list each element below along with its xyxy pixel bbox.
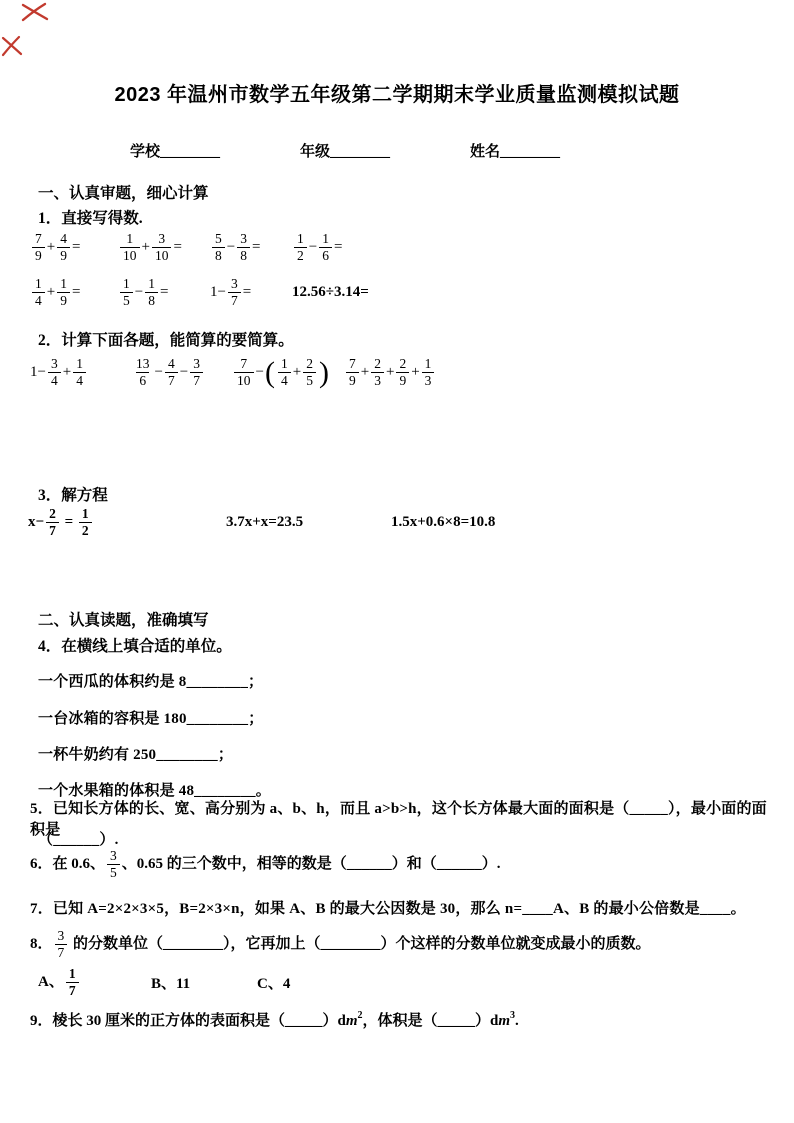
q1-row-1 bbox=[30, 231, 530, 264]
question-5-line-2: （______）. bbox=[38, 832, 119, 848]
question-7: 7．已知 A=2×2×3×5，B=2×3×n，如果 A、B 的最大公因数是 30，那么 n=____A、B 的最小公倍数是____。 bbox=[30, 901, 746, 917]
q1-expr-7: 1− $\frac{3}{7}$ = bbox=[210, 276, 252, 308]
q1-expr-2: 1 10 + $\frac{3}{10}$ = bbox=[118, 231, 210, 264]
q8-options-row bbox=[38, 966, 290, 999]
question-1-label: 1．直接写得数. bbox=[38, 210, 143, 227]
q3-equation-2: 3.7x+x=23.5 bbox=[226, 514, 304, 531]
name-field: 姓名________ bbox=[470, 144, 561, 160]
q8-option-b: B、11 bbox=[151, 975, 191, 992]
section-1-heading: 一、认真审题，细心计算 bbox=[38, 185, 209, 202]
grade-field: 年级________ bbox=[300, 144, 391, 160]
q1-row-2 bbox=[30, 276, 530, 309]
page-title: 2023 年温州市数学五年级第二学期期末学业质量监测模拟试题 bbox=[114, 84, 680, 106]
student-info-row bbox=[130, 140, 560, 161]
q1-expr-4: 1 2 − $\frac{1}{6}$ = bbox=[292, 231, 530, 264]
question-9: 9．棱长 30 厘米的正方体的表面积是（_____）d m $^2$ ，体积是（_____）d m $^3$ . bbox=[30, 1010, 519, 1029]
q2-expr-1: 1− $\frac{3}{4}$ + $\frac{1}{4}$ bbox=[30, 356, 131, 389]
q2-expr-3: 7 10 − ( 1 4 + $\frac{2}{5}$ ) bbox=[232, 356, 344, 389]
question-6: 6．在 0.6、 3 5 、0.65 的三个数中，相等的数是（______）和（______）. bbox=[30, 848, 501, 880]
q1-expr-6: 1 5 − $\frac{1}{8}$ = bbox=[118, 276, 210, 309]
q2-row bbox=[30, 356, 590, 389]
q8-option-c: C、4 bbox=[257, 975, 291, 992]
q1-expr-8: 12.56÷3.14= bbox=[292, 284, 369, 301]
q4-line-4: 一个水果箱的体积是 48________。 bbox=[38, 783, 271, 799]
q2-expr-2: 13 6 − $\frac{4}{7}$ − $\frac{3}{7}$ bbox=[131, 356, 232, 389]
q2-expr-4: 7 9 + $\frac{2}{3}$ + $\frac{2}{9}$ + $\frac{1}{3}$ bbox=[344, 356, 590, 389]
q4-line-2: 一台冰箱的容积是 180________； bbox=[38, 711, 264, 727]
q4-line-3: 一杯牛奶约有 250________； bbox=[38, 747, 234, 763]
red-pen-mark-icon bbox=[20, 2, 50, 22]
red-pen-mark-icon bbox=[1, 35, 23, 57]
question-3-label: 3．解方程 bbox=[38, 487, 108, 504]
q1-expr-5: 1 4 + $\frac{1}{9}$ = bbox=[30, 276, 118, 309]
q1-expr-1: 7 9 + $\frac{4}{9}$ = bbox=[30, 231, 118, 264]
section-2-heading: 二、认真读题，准确填写 bbox=[38, 612, 209, 629]
school-field: 学校________ bbox=[130, 144, 221, 160]
q3-equation-1: x− $\frac{2}{7}$ = $\frac{1}{2}$ bbox=[28, 506, 226, 539]
q3-row bbox=[28, 506, 668, 539]
question-5-line-1: 5．已知长方体的长、宽、高分别为 a、b、h，而且 a>b>h，这个长方体最大面的面积是（_____），最小面的面积是 bbox=[30, 801, 767, 838]
q1-expr-3: 5 8 − $\frac{3}{8}$ = bbox=[210, 231, 292, 264]
q8-option-a: A、 1 7 bbox=[38, 966, 151, 999]
question-8: 8． 3 7 的分数单位（________），它再加上（________）个这样的分数单位就变成最小的质数。 bbox=[30, 928, 651, 960]
question-4-label: 4．在横线上填合适的单位。 bbox=[38, 638, 232, 655]
q4-line-1: 一个西瓜的体积约是 8________； bbox=[38, 674, 264, 690]
question-2-label: 2．计算下面各题，能简算的要简算。 bbox=[38, 332, 294, 349]
q3-equation-3: 1.5x+0.6×8=10.8 bbox=[391, 514, 496, 531]
